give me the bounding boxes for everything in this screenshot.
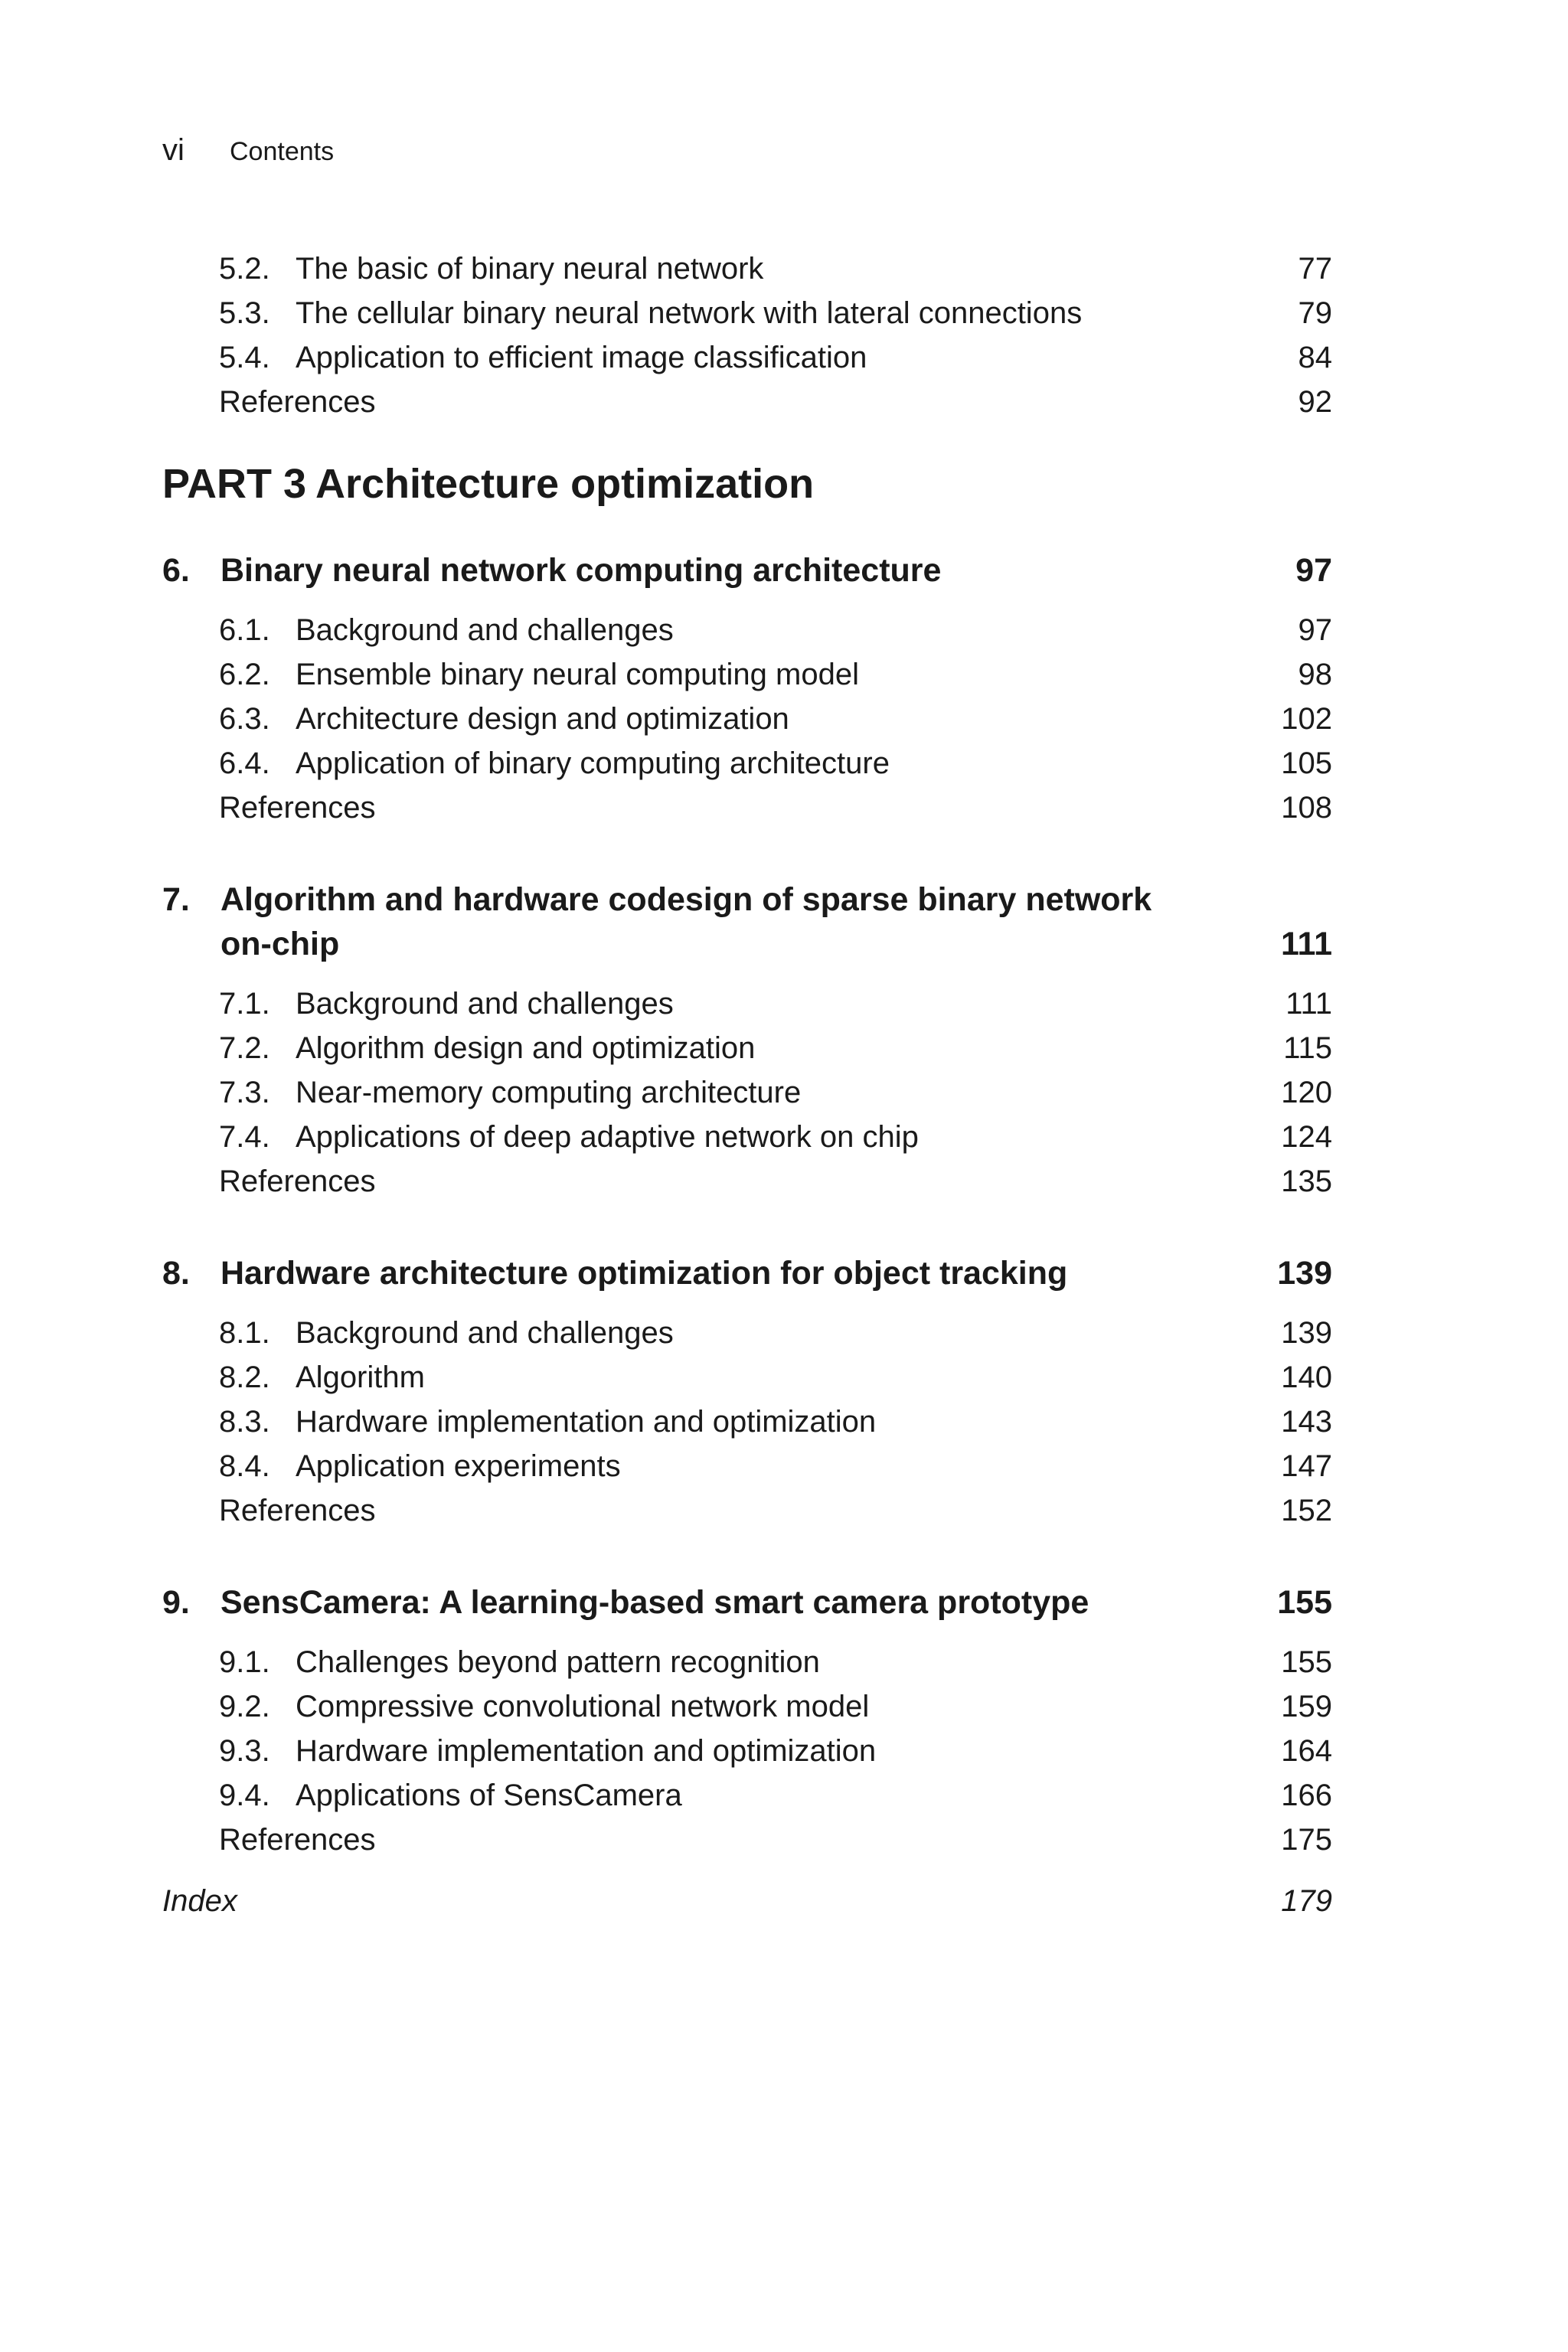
- chapter-title: SensCamera: A learning-based smart camera prototype: [220, 1584, 1089, 1621]
- references-label: References: [219, 1823, 376, 1857]
- toc-references-ch9[interactable]: [162, 1818, 1332, 1862]
- toc-section-6-4[interactable]: [162, 741, 1332, 786]
- toc-section-8-4[interactable]: [162, 1444, 1332, 1488]
- chapter-title-line-2: on-chip: [220, 926, 340, 962]
- section-number: 6.4.: [219, 746, 270, 780]
- section-title: Applications of deep adaptive network on chip: [296, 1120, 919, 1154]
- section-title: Background and challenges: [296, 1316, 674, 1350]
- section-number: 6.1.: [219, 613, 270, 647]
- section-page: 164: [1281, 1734, 1332, 1768]
- references-page: 108: [1281, 791, 1332, 825]
- chapter-page: 97: [1295, 552, 1332, 589]
- section-number: 8.3.: [219, 1405, 270, 1439]
- toc-section-9-3[interactable]: [162, 1729, 1332, 1773]
- section-page: 147: [1281, 1449, 1332, 1483]
- section-page: 98: [1298, 658, 1332, 691]
- section-page: 105: [1281, 746, 1332, 780]
- section-title: Algorithm: [296, 1361, 425, 1394]
- references-label: References: [219, 1494, 376, 1527]
- toc-chapter-8[interactable]: [162, 1251, 1332, 1295]
- section-number: 9.1.: [219, 1645, 270, 1679]
- section-page: 139: [1281, 1316, 1332, 1350]
- section-page: 111: [1285, 987, 1332, 1021]
- chapter-title: Binary neural network computing architecture: [220, 552, 942, 589]
- section-title: Application of binary computing architecture: [296, 746, 890, 780]
- section-number: 5.4.: [219, 341, 270, 374]
- section-number: 9.4.: [219, 1779, 270, 1812]
- section-title: Background and challenges: [296, 613, 674, 647]
- toc-references-ch5[interactable]: [162, 380, 1332, 424]
- toc-section-7-4[interactable]: [162, 1115, 1332, 1159]
- references-label: References: [219, 791, 376, 825]
- section-page: 140: [1281, 1361, 1332, 1394]
- section-number: 8.1.: [219, 1316, 270, 1350]
- section-number: 7.2.: [219, 1031, 270, 1065]
- section-number: 8.4.: [219, 1449, 270, 1483]
- section-title: Algorithm design and optimization: [296, 1031, 756, 1065]
- toc-chapter-7[interactable]: [162, 877, 1332, 966]
- section-page: 102: [1281, 702, 1332, 736]
- section-page: 124: [1281, 1120, 1332, 1154]
- section-number: 5.3.: [219, 296, 270, 330]
- running-head-title: Contents: [230, 137, 335, 166]
- section-title: The basic of binary neural network: [296, 252, 764, 286]
- references-page: 175: [1281, 1823, 1332, 1857]
- section-title: Ensemble binary neural computing model: [296, 658, 859, 691]
- section-page: 143: [1281, 1405, 1332, 1439]
- section-number: 7.4.: [219, 1120, 270, 1154]
- running-head-page-number: vi: [162, 133, 185, 167]
- references-label: References: [219, 1165, 376, 1198]
- chapter-page: 111: [1281, 926, 1332, 962]
- part-title: Architecture optimization: [315, 461, 815, 507]
- section-title: Hardware implementation and optimization: [296, 1734, 877, 1768]
- references-page: 92: [1298, 385, 1332, 419]
- section-title: Architecture design and optimization: [296, 702, 789, 736]
- toc-references-ch6[interactable]: [162, 786, 1332, 830]
- toc-section-9-1[interactable]: [162, 1640, 1332, 1684]
- references-label: References: [219, 385, 376, 419]
- section-number: 9.2.: [219, 1690, 270, 1723]
- section-page: 115: [1283, 1031, 1332, 1065]
- references-page: 135: [1281, 1165, 1332, 1198]
- section-page: 120: [1281, 1076, 1332, 1109]
- section-page: 166: [1281, 1779, 1332, 1812]
- index-page: 179: [1281, 1884, 1332, 1918]
- toc-chapter-6[interactable]: [162, 548, 1332, 593]
- section-number: 9.3.: [219, 1734, 270, 1768]
- chapter-number: 7.: [162, 881, 190, 918]
- toc-section-7-1[interactable]: [162, 982, 1332, 1026]
- chapter-title-line-1: Algorithm and hardware codesign of sparse binary network: [220, 881, 1152, 918]
- section-page: 159: [1281, 1690, 1332, 1723]
- toc-section-9-2[interactable]: [162, 1684, 1332, 1729]
- section-page: 155: [1281, 1645, 1332, 1679]
- toc-references-ch8[interactable]: [162, 1488, 1332, 1533]
- toc-section-9-4[interactable]: [162, 1773, 1332, 1818]
- toc-section-7-2[interactable]: [162, 1026, 1332, 1070]
- section-number: 5.2.: [219, 252, 270, 286]
- section-title: Compressive convolutional network model: [296, 1690, 870, 1723]
- toc-index[interactable]: [162, 1879, 1332, 1923]
- part-label: PART 3: [162, 461, 307, 507]
- chapter-number: 9.: [162, 1584, 190, 1621]
- toc-section-6-3[interactable]: [162, 697, 1332, 741]
- chapter-number: 8.: [162, 1255, 190, 1292]
- toc-section-5-2[interactable]: [162, 247, 1332, 291]
- chapter-title: [220, 877, 1277, 966]
- section-number: 6.2.: [219, 658, 270, 691]
- toc-section-6-2[interactable]: [162, 652, 1332, 697]
- section-title: Challenges beyond pattern recognition: [296, 1645, 820, 1679]
- section-title: The cellular binary neural network with lateral connections: [296, 296, 1083, 330]
- section-number: 6.3.: [219, 702, 270, 736]
- section-title: Near-memory computing architecture: [296, 1076, 802, 1109]
- toc-section-8-2[interactable]: [162, 1355, 1332, 1400]
- section-page: 84: [1298, 341, 1332, 374]
- toc-section-8-3[interactable]: [162, 1400, 1332, 1444]
- section-title: Application experiments: [296, 1449, 621, 1483]
- toc-section-8-1[interactable]: [162, 1311, 1332, 1355]
- toc-section-7-3[interactable]: [162, 1070, 1332, 1115]
- toc-section-5-3[interactable]: [162, 291, 1332, 335]
- chapter-page: 139: [1277, 1255, 1332, 1292]
- section-title: Hardware implementation and optimization: [296, 1405, 877, 1439]
- section-title: Application to efficient image classification: [296, 341, 867, 374]
- section-number: 7.1.: [219, 987, 270, 1021]
- toc-references-ch7[interactable]: [162, 1159, 1332, 1204]
- chapter-number: 6.: [162, 552, 190, 589]
- section-page: 79: [1298, 296, 1332, 330]
- section-number: 7.3.: [219, 1076, 270, 1109]
- index-label: Index: [162, 1884, 237, 1918]
- references-page: 152: [1281, 1494, 1332, 1527]
- toc-section-6-1[interactable]: [162, 608, 1332, 652]
- section-page: 77: [1298, 252, 1332, 286]
- chapter-title: Hardware architecture optimization for object tracking: [220, 1255, 1068, 1292]
- section-title: Background and challenges: [296, 987, 674, 1021]
- toc-chapter-9[interactable]: [162, 1580, 1332, 1625]
- section-page: 97: [1298, 613, 1332, 647]
- toc-section-5-4[interactable]: [162, 335, 1332, 380]
- chapter-page: 155: [1277, 1584, 1332, 1621]
- section-title: Applications of SensCamera: [296, 1779, 682, 1812]
- section-number: 8.2.: [219, 1361, 270, 1394]
